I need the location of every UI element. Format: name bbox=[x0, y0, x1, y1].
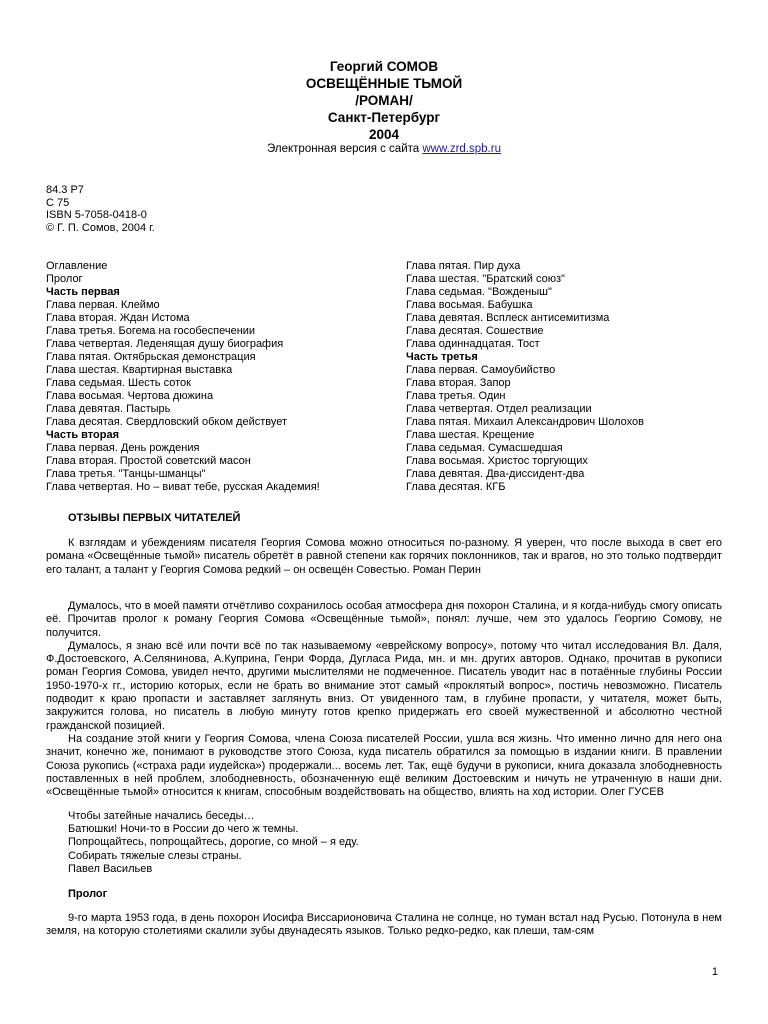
electronic-version-text: Электронная версия с сайта bbox=[267, 143, 423, 155]
publication-city: Санкт-Петербург bbox=[327, 110, 441, 125]
toc-entry: Глава девятая. Всплеск антисемитизма bbox=[406, 312, 610, 324]
toc-entry: Глава девятая. Два-диссидент-два bbox=[406, 468, 585, 480]
toc-entry: Глава десятая. Свердловский обком действует bbox=[46, 416, 288, 428]
review-2-paragraph-2: Думалось, я знаю всё или почти всё по так называемому «еврейскому вопросу», потому что читал исследования Вл. Даля, Ф.Достоевского, А.Селянинова, А.Куприна, Генри Форда, Дугласа Рида, мн. и мн. других авторов. Однако, прочитав в рукописи роман Георгия Сомова, увидел нечто, другими мыслителями не подмеченное. Писатель уводит нас в потаённые глубины России 1950-1970-х гг., историю которых, если не брать во внимание этот самый «проклятый вопрос», постичь невозможно. Писатель подводит к краю пропасти и заставляет заглянуть вниз. От увиденного там, в глубине пропасти, у читателя, может быть, закружится голова, но писатель в любую минуту готов крепко придержать его своей мужественной и абсолютно честной гражданской позицией. bbox=[46, 639, 722, 732]
poem-line: Батюшки! Ночи-то в России до чего ж темны. bbox=[68, 823, 299, 836]
toc-entry: Глава восьмая. Чертова дюжина bbox=[46, 390, 214, 402]
toc-part-heading: Часть третья bbox=[406, 351, 478, 363]
toc-entry: Глава вторая. Запор bbox=[406, 377, 511, 389]
toc-entry: Глава седьмая. Сумасшедшая bbox=[406, 442, 563, 454]
book-title: ОСВЕЩЁННЫЕ ТЬМОЙ bbox=[305, 76, 463, 91]
copyright: © Г. П. Сомов, 2004 г. bbox=[46, 221, 155, 234]
toc-entry: Глава первая. Самоубийство bbox=[406, 364, 556, 376]
toc-entry: Глава третья. "Танцы-шманцы" bbox=[46, 468, 206, 480]
poem-line: Чтобы затейные начались беседы… bbox=[68, 810, 255, 822]
table-of-contents-right bbox=[406, 260, 736, 494]
review-2-paragraph-3: На создание этой книги у Георгия Сомова, члена Союза писателей России, ушла вся жизнь. Что именно лично для него она значит, конечно же, понимают в руководстве этого Союза, куда писатель обратился за помощью в издании книги. В правлении Союза рукопись («страха ради иудейска») продержали... восемь лет. Так, ещё будучи в рукописи, книга доказала злободневность поставленных в ней проблем, злободневность, обозначенную ещё великим Достоевским и ничуть не утраченную в наши дни. «Освещённые тьмой» относится к книгам, способным воздействовать на общество, влиять на ход истории. Олег ГУСЕВ bbox=[46, 732, 722, 799]
isbn: ISBN 5-7058-0418-0 bbox=[46, 209, 147, 222]
poem-author: Павел Васильев bbox=[68, 862, 153, 875]
electronic-version-line bbox=[0, 143, 768, 156]
toc-entry: Глава седьмая. Шесть соток bbox=[46, 377, 191, 389]
toc-part-heading: Часть вторая bbox=[46, 429, 120, 441]
toc-entry: Глава пятая. Октябрьская демонстрация bbox=[46, 351, 256, 363]
prologue-text: 9-го марта 1953 года, в день похорон Иосифа Виссарионовича Сталина не солнце, но туман встал над Русью. Потонула в нем земля, на которую столетиями скалили зубы двунадесять языков. Только редко-редко, как плеши, там-сям bbox=[46, 912, 722, 938]
toc-entry: Глава шестая. "Братский союз" bbox=[406, 273, 565, 285]
toc-entry: Глава пятая. Михаил Александрович Шолохов bbox=[406, 416, 644, 428]
title-block bbox=[0, 58, 768, 143]
toc-entry: Глава восьмая. Бабушка bbox=[406, 299, 533, 311]
review-1-text: К взглядам и убеждениям писателя Георгия Сомова можно относиться по-разному. Я уверен, что после выхода в свет его романа «Освещённые тьмой» писатель обретёт в равной степени как горячих поклонников, так и врагов, но это только подтвердит его талант, а талант у Георгия Сомова редкий – он освещён Совестью. Роман Перин bbox=[46, 537, 722, 576]
toc-entry: Глава шестая. Квартирная выставка bbox=[46, 364, 233, 376]
author-name: Георгий СОМОВ bbox=[329, 59, 439, 74]
review-1 bbox=[46, 537, 722, 577]
table-of-contents-left bbox=[46, 260, 386, 494]
reviews-heading-text: ОТЗЫВЫ ПЕРВЫХ ЧИТАТЕЛЕЙ bbox=[68, 512, 241, 524]
toc-entry: Глава восьмая. Христос торгующих bbox=[406, 455, 588, 467]
toc-entry: Пролог bbox=[46, 273, 83, 285]
publication-year: 2004 bbox=[368, 127, 400, 142]
prologue-heading bbox=[68, 888, 668, 901]
toc-entry: Глава десятая. Сошествие bbox=[406, 325, 544, 337]
poem-line: Собирать тяжелые слезы страны. bbox=[68, 849, 242, 862]
toc-entry: Глава девятая. Пастырь bbox=[46, 403, 171, 415]
page-number: 1 bbox=[711, 966, 718, 978]
toc-entry: Глава первая. Клеймо bbox=[46, 299, 160, 311]
toc-entry: Глава шестая. Крещение bbox=[406, 429, 535, 441]
poem-line: Попрощайтесь, попрощайтесь, дорогие, со мной – я еду. bbox=[68, 836, 359, 849]
toc-entry: Глава десятая. КГБ bbox=[406, 481, 506, 493]
reviews-heading bbox=[68, 512, 668, 525]
epigraph-poem bbox=[68, 810, 359, 876]
toc-entry: Глава третья. Один bbox=[406, 390, 506, 402]
toc-entry: Глава четвертая. Отдел реализации bbox=[406, 403, 592, 415]
toc-entry: Глава третья. Богема на гособеспечении bbox=[46, 325, 256, 337]
author-mark: С 75 bbox=[46, 196, 70, 209]
toc-entry: Глава четвертая. Леденящая душу биография bbox=[46, 338, 284, 350]
bbk-code: 84.3 Р7 bbox=[46, 184, 84, 196]
review-2-paragraph-1: Думалось, что в моей памяти отчётливо сохранилось особая атмосфера дня похорон Сталина, и я когда-нибудь смогу описать её. Прочитав пролог к роману Георгия Сомова «Освещённые тьмой», понял: лучше, чем это удалось Георгию Сомову, не получится. bbox=[46, 600, 722, 639]
prologue-heading-text: Пролог bbox=[68, 888, 108, 900]
site-link[interactable]: www.zrd.spb.ru bbox=[422, 143, 501, 155]
toc-entry: Глава пятая. Пир духа bbox=[406, 260, 521, 272]
toc-entry: Оглавление bbox=[46, 260, 108, 272]
toc-entry: Глава вторая. Ждан Истома bbox=[46, 312, 190, 324]
toc-entry: Глава первая. День рождения bbox=[46, 442, 200, 454]
review-2 bbox=[46, 600, 722, 799]
bibliographic-info bbox=[46, 184, 155, 234]
prologue-body bbox=[46, 912, 722, 939]
toc-part-heading: Часть первая bbox=[46, 286, 120, 298]
toc-entry: Глава одиннадцатая. Тост bbox=[406, 338, 540, 350]
toc-entry: Глава седьмая. "Вожденыш" bbox=[406, 286, 552, 298]
toc-entry: Глава четвертая. Но – виват тебе, русская Академия! bbox=[46, 481, 320, 493]
toc-entry: Глава вторая. Простой советский масон bbox=[46, 455, 251, 467]
book-genre: /РОМАН/ bbox=[355, 93, 413, 108]
